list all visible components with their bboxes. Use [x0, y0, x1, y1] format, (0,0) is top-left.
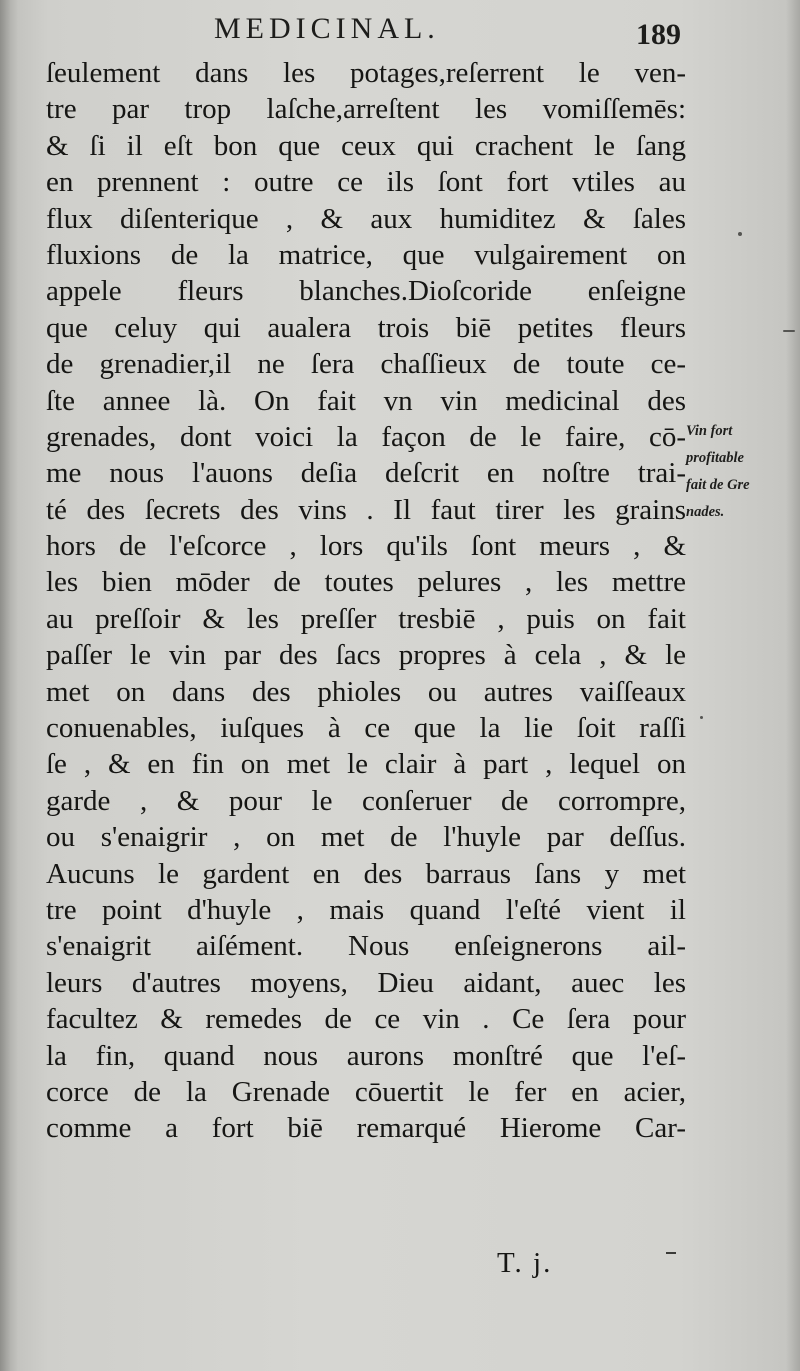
text-line: tre par trop laſche,arreſtent les vomiſſemēs:: [46, 93, 686, 126]
margin-note-line: fait de Gre: [686, 477, 750, 493]
text-line: Aucuns le gardent en des barraus ſans y met: [46, 857, 686, 890]
page-number: 189: [636, 18, 681, 51]
text-line: met on dans des phioles ou autres vaiſſeaux: [46, 675, 686, 708]
text-line: ou s'enaigrir , on met de l'huyle par deſſus.: [46, 821, 686, 854]
text-line: ſeulement dans les potages,reſerrent le ven-: [46, 57, 686, 89]
text-line: & ſi il eſt bon que ceux qui crachent le ſang: [46, 129, 686, 162]
running-head: [0, 8, 800, 51]
page-edge: [786, 0, 800, 1371]
text-line: flux diſenterique , & aux humiditez & ſales: [46, 202, 686, 235]
text-line: grenades, dont voici la façon de le faire, cō-: [46, 420, 686, 453]
paper-speck: [738, 232, 742, 236]
text-line: de grenadier,il ne ſera chaſſieux de toute ce-: [46, 348, 686, 381]
text-line: té des ſecrets des vins . Il faut tirer les grains: [46, 493, 686, 526]
margin-note-line: profitable: [686, 450, 744, 466]
signature-mark: T. j.: [497, 1247, 553, 1279]
margin-note-line: Vin fort: [686, 423, 733, 439]
text-line: garde , & pour le conſeruer de corrompre,: [46, 784, 686, 817]
text-line: conuenables, iuſques à ce que la lie ſoit raſſi: [46, 712, 686, 745]
paper-speck: [700, 716, 703, 719]
text-line: me nous l'auons deſia deſcrit en noſtre trai-: [46, 457, 686, 490]
paper-speck: [783, 330, 795, 332]
text-line: au preſſoir & les preſſer tresbiē , puis on fait: [46, 602, 686, 635]
text-line: les bien mōder de toutes pelures , les mettre: [46, 566, 686, 599]
text-line: fluxions de la matrice, que vulgairement on: [46, 238, 686, 271]
text-line: s'enaigrit aiſément. Nous enſeignerons ail-: [46, 930, 686, 963]
text-line: leurs d'autres moyens, Dieu aidant, auec les: [46, 966, 686, 999]
margin-note-line: nades.: [686, 504, 725, 520]
margin-note: [686, 418, 796, 526]
spine-shadow: [0, 0, 18, 1371]
text-line: appele fleurs blanches.Dioſcoride enſeigne: [46, 275, 686, 308]
text-line: tre point d'huyle , mais quand l'eſté vient il: [46, 893, 686, 926]
text-line: que celuy qui aualera trois biē petites fleurs: [46, 311, 686, 344]
text-line: ſte annee là. On fait vn vin medicinal des: [46, 384, 686, 417]
text-line: hors de l'eſcorce , lors qu'ils ſont meurs , &: [46, 530, 686, 563]
text-line: corce de la Grenade cōuertit le fer en acier,: [46, 1075, 686, 1108]
text-line: ſe , & en fin on met le clair à part , lequel on: [46, 748, 686, 781]
text-line: la fin, quand nous aurons monſtré que l'eſ-: [46, 1039, 686, 1072]
text-line: facultez & remedes de ce vin . Ce ſera pour: [46, 1003, 686, 1036]
catchword-dash: [666, 1252, 676, 1254]
text-line: paſſer le vin par des ſacs propres à cela , & le: [46, 639, 686, 672]
text-line: en prennent : outre ce ils ſont fort vtiles au: [46, 166, 686, 199]
body-text: [46, 55, 686, 1147]
running-title: MEDICINAL.: [214, 12, 440, 45]
text-line: comme a fort biē remarqué Hierome Car-: [46, 1112, 686, 1145]
